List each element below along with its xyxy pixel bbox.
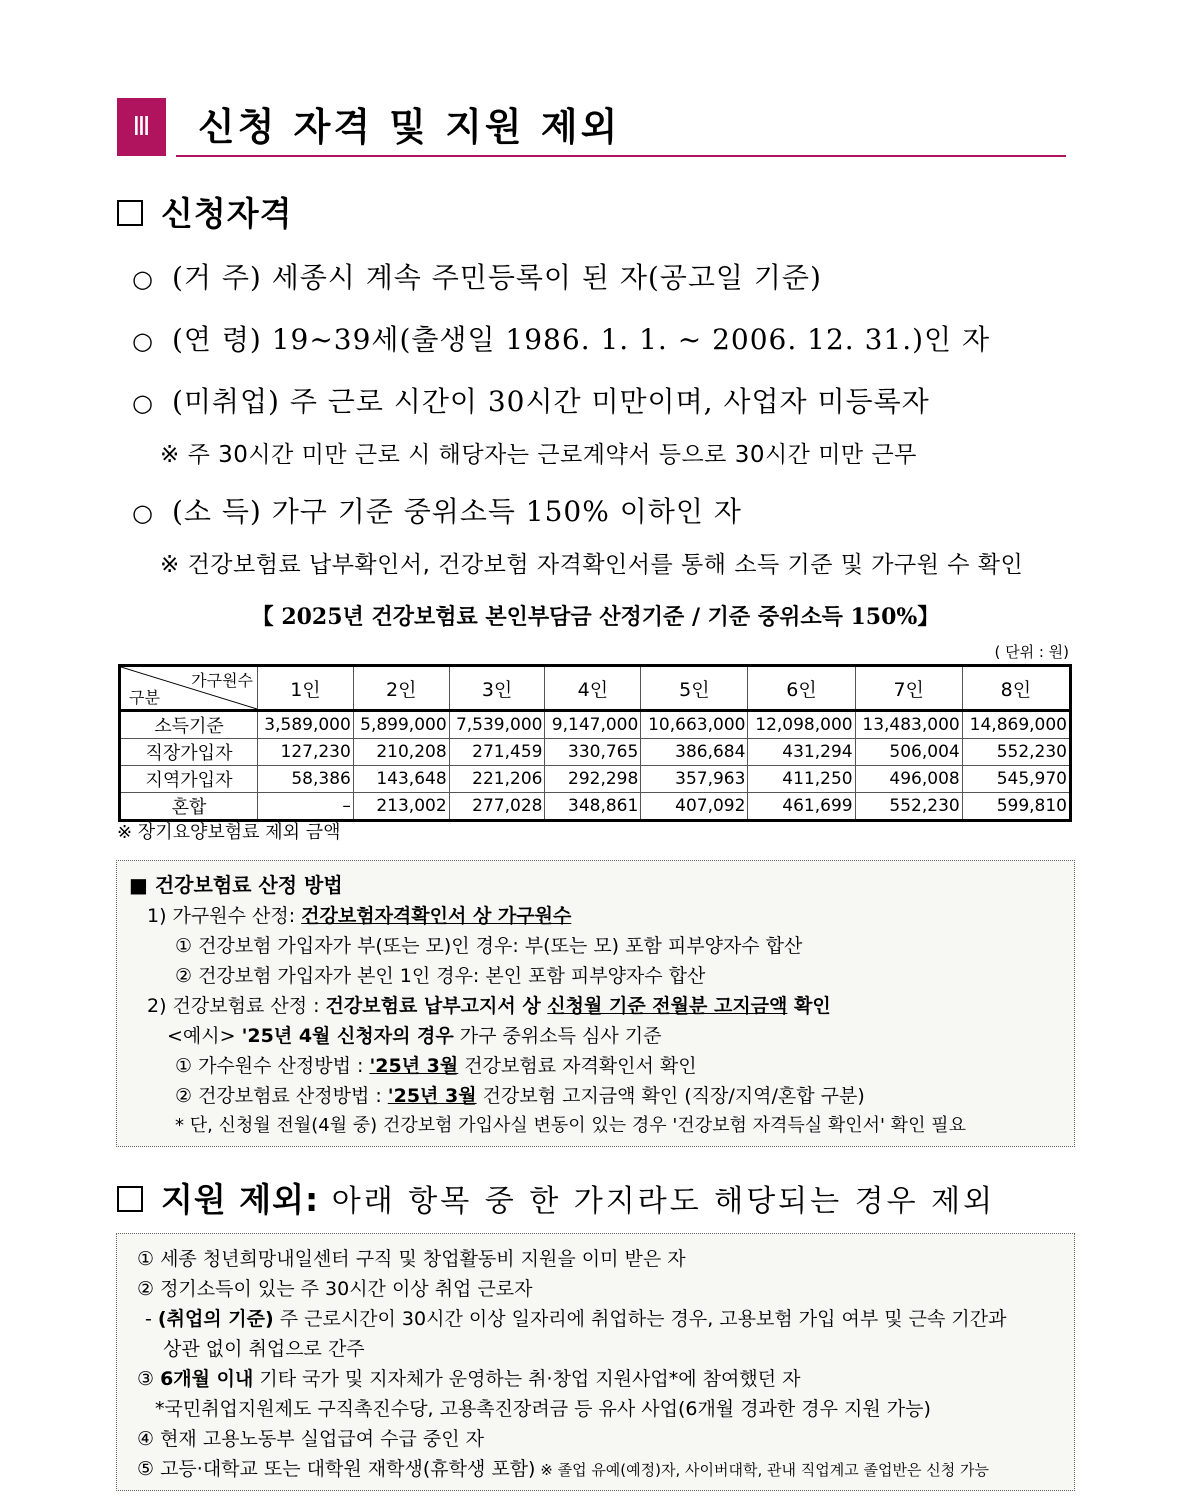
table-cell: 431,294 (748, 739, 855, 766)
table-row (120, 793, 1071, 821)
column-header: 1인 (258, 666, 354, 711)
eligibility-heading: 신청자격 (117, 188, 293, 235)
table-cell: 348,861 (545, 793, 641, 821)
checkbox-square-icon (117, 200, 143, 226)
exclusion-line: - (취업의 기준) 주 근로시간이 30시간 이상 일자리에 취업하는 경우, 고용보험 가입 여부 및 근속 기간과 (145, 1308, 1007, 1330)
eligibility-item-income: ○ (소 득) 가구 기준 중위소득 150% 이하인 자 (132, 495, 742, 528)
insurance-method-box (116, 860, 1075, 1147)
exclusion-line: 상관 없이 취업으로 간주 (163, 1338, 365, 1360)
table-cell: 14,869,000 (962, 711, 1070, 739)
corner-label-household: 가구원수 (191, 671, 253, 690)
circle-bullet-icon: ○ (132, 265, 154, 293)
table-cell: 330,765 (545, 739, 641, 766)
method-line: 2) 건강보험료 산정 : 건강보험료 납부고지서 상 신청월 기준 전월분 고지금액 확인 (147, 995, 831, 1017)
exclusion-line: ③ 6개월 이내 기타 국가 및 지자체가 운영하는 취·창업 지원사업*에 참여했던 자 (137, 1368, 801, 1390)
checkbox-square-icon (117, 1186, 143, 1212)
table-cell: 127,230 (258, 739, 354, 766)
table-cell: 552,230 (855, 793, 962, 821)
method-line: ② 건강보험료 산정방법 : '25년 3월 건강보험 고지금액 확인 (직장/지역/혼합 구분) (175, 1085, 865, 1107)
section-divider (176, 155, 1066, 157)
table-header-row (120, 666, 1071, 711)
table-row (120, 711, 1071, 739)
circle-bullet-icon: ○ (132, 499, 154, 527)
column-header: 8인 (962, 666, 1070, 711)
table-cell: 58,386 (258, 766, 354, 793)
table-cell: 292,298 (545, 766, 641, 793)
method-line: <예시> '25년 4월 신청자의 경우 가구 중위소득 심사 기준 (167, 1025, 662, 1047)
table-cell: 277,028 (449, 793, 545, 821)
method-line: 1) 가구원수 산정: 건강보험자격확인서 상 가구원수 (147, 905, 572, 927)
table-cell: 13,483,000 (855, 711, 962, 739)
table-cell: 210,208 (353, 739, 449, 766)
column-header: 2인 (353, 666, 449, 711)
income-standard-table (118, 664, 1072, 822)
method-line: ① 가수원수 산정방법 : '25년 3월 건강보험료 자격확인서 확인 (175, 1055, 697, 1077)
table-cell: 271,459 (449, 739, 545, 766)
corner-label-category: 구분 (129, 688, 160, 707)
eligibility-item-employment: ○ (미취업) 주 근로 시간이 30시간 미만이며, 사업자 미등록자 (132, 385, 930, 418)
table-cell: 357,963 (641, 766, 748, 793)
table-cell: 12,098,000 (748, 711, 855, 739)
table-cell: 213,002 (353, 793, 449, 821)
table-title: 【 2025년 건강보험료 본인부담금 산정기준 / 기준 중위소득 150%】 (251, 604, 940, 630)
column-header: 4인 (545, 666, 641, 711)
table-cell: 506,004 (855, 739, 962, 766)
table-corner-cell (120, 666, 258, 711)
exclusion-box (116, 1233, 1075, 1491)
table-cell: 5,899,000 (353, 711, 449, 739)
table-row (120, 766, 1071, 793)
eligibility-item-age: ○ (연 령) 19~39세(출생일 1986. 1. 1. ~ 2006. 12. 31.)인 자 (132, 323, 991, 356)
table-cell: 3,589,000 (258, 711, 354, 739)
table-cell: 7,539,000 (449, 711, 545, 739)
table-cell: 411,250 (748, 766, 855, 793)
row-label: 혼합 (120, 793, 258, 821)
table-cell: – (258, 793, 354, 821)
table-cell: 221,206 (449, 766, 545, 793)
table-row (120, 739, 1071, 766)
method-line: ① 건강보험 가입자가 부(또는 모)인 경우: 부(또는 모) 포함 피부양자수 합산 (175, 935, 803, 957)
table-cell: 545,970 (962, 766, 1070, 793)
row-label: 지역가입자 (120, 766, 258, 793)
table-cell: 552,230 (962, 739, 1070, 766)
table-cell: 9,147,000 (545, 711, 641, 739)
exclusion-line: *국민취업지원제도 구직촉진수당, 고용촉진장려금 등 유사 사업(6개월 경과한 경우 지원 가능) (155, 1398, 931, 1420)
table-cell: 599,810 (962, 793, 1070, 821)
table-cell: 407,092 (641, 793, 748, 821)
eligibility-note-income: ※ 건강보험료 납부확인서, 건강보험 자격확인서를 통해 소득 기준 및 가구원 수 확인 (160, 552, 1024, 578)
circle-bullet-icon: ○ (132, 327, 154, 355)
exclusion-line: ④ 현재 고용노동부 실업급여 수급 중인 자 (137, 1428, 484, 1450)
method-heading: ■ 건강보험료 산정 방법 (129, 873, 343, 897)
column-header: 6인 (748, 666, 855, 711)
column-header: 3인 (449, 666, 545, 711)
eligibility-item-residence: ○ (거 주) 세종시 계속 주민등록이 된 자(공고일 기준) (132, 261, 822, 294)
exclusion-line: ① 세종 청년희망내일센터 구직 및 창업활동비 지원을 이미 받은 자 (137, 1248, 686, 1270)
eligibility-note-employment: ※ 주 30시간 미만 근로 시 해당자는 근로계약서 등으로 30시간 미만 근무 (160, 442, 917, 468)
table-cell: 10,663,000 (641, 711, 748, 739)
method-line: ② 건강보험 가입자가 본인 1인 경우: 본인 포함 피부양자수 합산 (175, 965, 706, 987)
table-cell: 461,699 (748, 793, 855, 821)
table-unit: ( 단위 : 원) (994, 643, 1069, 661)
column-header: 5인 (641, 666, 748, 711)
exclusion-heading: 지원 제외: 아래 항목 중 한 가지라도 해당되는 경우 제외 (117, 1174, 995, 1221)
section-title: 신청 자격 및 지원 제외 (198, 105, 621, 149)
row-label: 소득기준 (120, 711, 258, 739)
exclusion-line: ⑤ 고등·대학교 또는 대학원 재학생(휴학생 포함) ※ 졸업 유예(예정)자, 사이버대학, 관내 직업계고 졸업반은 신청 가능 (137, 1458, 989, 1480)
column-header: 7인 (855, 666, 962, 711)
table-footnote: ※ 장기요양보험료 제외 금액 (117, 822, 341, 843)
table-cell: 496,008 (855, 766, 962, 793)
exclusion-line: ② 정기소득이 있는 주 30시간 이상 취업 근로자 (137, 1278, 533, 1300)
method-line: * 단, 신청월 전월(4월 중) 건강보험 가입사실 변동이 있는 경우 '건강보험 자격득실 확인서' 확인 필요 (175, 1115, 966, 1136)
table-cell: 143,648 (353, 766, 449, 793)
table-cell: 386,684 (641, 739, 748, 766)
section-number: Ⅲ (117, 98, 166, 156)
circle-bullet-icon: ○ (132, 389, 154, 417)
row-label: 직장가입자 (120, 739, 258, 766)
